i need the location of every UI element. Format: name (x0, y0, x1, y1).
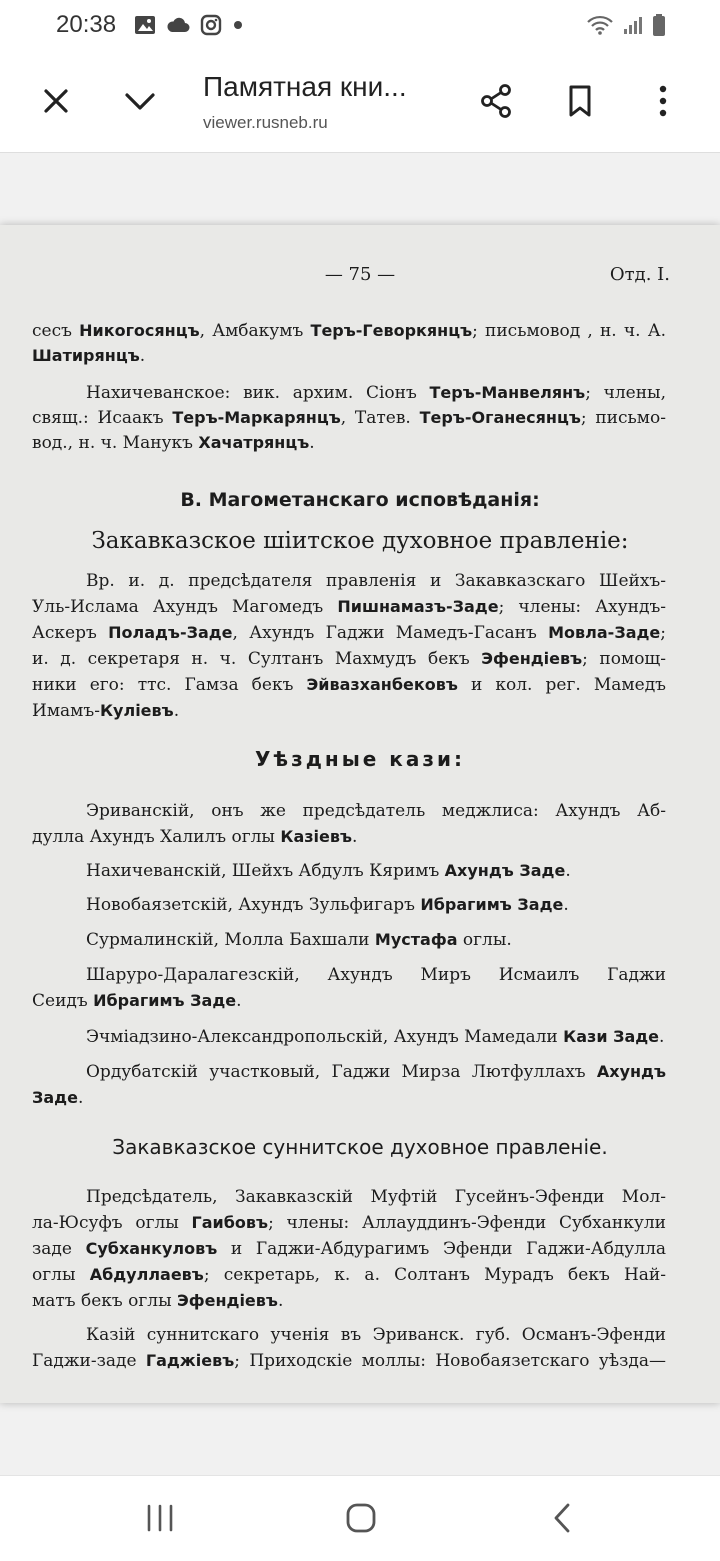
text-line: дулла Ахундъ Халилъ оглы Казіевъ. (32, 827, 358, 847)
text-line: Шаруро-Даралагезскій, Ахундъ Миръ Исмаилъ Гаджи (86, 965, 666, 985)
status-left-icons (134, 14, 244, 40)
text-line: Нахичеванское: вик. архим. Сіонъ Теръ-Манвелянъ; члены, (86, 383, 666, 403)
chevron-down-icon (123, 89, 157, 118)
system-nav-bar (0, 1475, 720, 1561)
more-options-button[interactable] (634, 74, 692, 132)
text-line: Имамъ-Куліевъ. (32, 701, 180, 721)
page-number: — 75 — (324, 264, 396, 285)
text-line: ники его: ттс. Гамза бекъ Эйвазханбековъ и кол. рег. Мамедъ (32, 675, 666, 695)
recent-apps-button[interactable] (128, 1494, 192, 1546)
text-line: Сурмалинскій, Молла Бахшали Мустафа оглы. (86, 930, 512, 950)
share-button[interactable] (467, 74, 525, 132)
text-line: Сеидъ Ибрагимъ Заде. (32, 991, 242, 1011)
text-line: Вр. и. д. предсѣдателя правленія и Закавказскаго Шейхъ- (86, 571, 666, 591)
close-icon (41, 86, 71, 121)
share-icon (479, 83, 513, 124)
section-heading: В. Магометанскаго исповѣданія: (180, 489, 540, 511)
text-line: свящ.: Исаакъ Теръ-Маркарянцъ, Татев. Теръ-Оганесянцъ; письмо- (32, 408, 666, 428)
status-time: 20:38 (56, 11, 117, 38)
cloud-icon (166, 16, 190, 39)
close-button[interactable] (27, 74, 85, 132)
text-line: сесъ Никогосянцъ, Амбакумъ Теръ-Геворкянцъ; письмовод , н. ч. А. (32, 321, 666, 341)
wifi-icon (586, 14, 614, 41)
text-line: вод., н. ч. Манукъ Хачатрянцъ. (32, 433, 315, 453)
browser-toolbar (0, 54, 720, 153)
text-line: Эриванскій, онъ же предсѣдатель меджлиса: Ахундъ Аб- (86, 801, 666, 821)
section-heading: Закавказское шіитское духовное правленіе: (91, 528, 629, 554)
text-line: Предсѣдатель, Закавказскій Муфтій Гусейнъ-Эфенди Мол- (86, 1187, 666, 1207)
text-line: Уль-Ислама Ахундъ Магомедъ Пишнамазъ-Заде; члены: Ахундъ- (32, 597, 667, 617)
text-line: заде Субханкуловъ и Гаджи-Абдурагимъ Эфенди Гаджи-Абдулла (32, 1239, 667, 1259)
section-heading: Уѣздные кази: (254, 747, 466, 771)
text-line: Шатирянцъ. (32, 346, 146, 366)
section-ref: Отд. I. (609, 264, 670, 285)
battery-icon (652, 13, 666, 42)
recent-apps-icon (145, 1503, 175, 1538)
text-line: матъ бекъ оглы Эфендіевъ. (32, 1291, 284, 1311)
text-line: ла-Юсуфъ оглы Гаибовъ; члены: Аллауддинъ-Эфенди Субханкули (32, 1213, 666, 1233)
home-icon (345, 1502, 377, 1539)
status-right-icons (586, 14, 666, 40)
more-vert-icon (657, 84, 669, 123)
document-viewport[interactable] (0, 153, 720, 1475)
back-icon (551, 1502, 573, 1539)
text-line: оглы Абдуллаевъ; секретарь, к. а. Солтанъ Мурадъ бекъ Най- (32, 1265, 667, 1285)
page-title: Памятная кни... (203, 71, 407, 102)
text-line: Заде. (32, 1088, 84, 1108)
bookmark-icon (566, 84, 594, 123)
signal-icon (622, 14, 644, 41)
section-heading: Закавказское суннитское духовное правленіе. (112, 1135, 608, 1159)
home-button[interactable] (329, 1494, 393, 1546)
scanned-page (0, 225, 720, 1403)
gallery-icon (134, 15, 156, 40)
text-line: и. д. секретаря н. ч. Султанъ Махмудъ бекъ Эфендіевъ; помощ- (32, 649, 666, 669)
text-line: Гаджи-заде Гаджіевъ; Приходскіе моллы: Новобаязетскаго уѣзда— (32, 1351, 666, 1371)
minimize-button[interactable] (111, 74, 169, 132)
bookmark-button[interactable] (551, 74, 609, 132)
dot-icon (232, 18, 244, 36)
back-button[interactable] (530, 1494, 594, 1546)
status-bar (0, 0, 720, 54)
text-line: Казій суннитскаго ученія въ Эриванск. губ. Османъ-Эфенди (86, 1325, 666, 1345)
text-line: Ордубатскій участковый, Гаджи Мирза Лютфуллахъ Ахундъ (86, 1062, 666, 1082)
text-line: Эчміадзино-Александропольскій, Ахундъ Мамедали Кази Заде. (86, 1027, 665, 1047)
text-line: Новобаязетскій, Ахундъ Зульфигаръ Ибрагимъ Заде. (86, 895, 569, 915)
text-line: Нахичеванскій, Шейхъ Абдулъ Кяримъ Ахундъ Заде. (86, 861, 571, 881)
text-line: Аскеръ Поладъ-Заде, Ахундъ Гаджи Мамедъ-Гасанъ Мовла-Заде; (32, 623, 666, 643)
page-url: viewer.rusneb.ru (203, 113, 328, 132)
instagram-icon (200, 14, 222, 41)
